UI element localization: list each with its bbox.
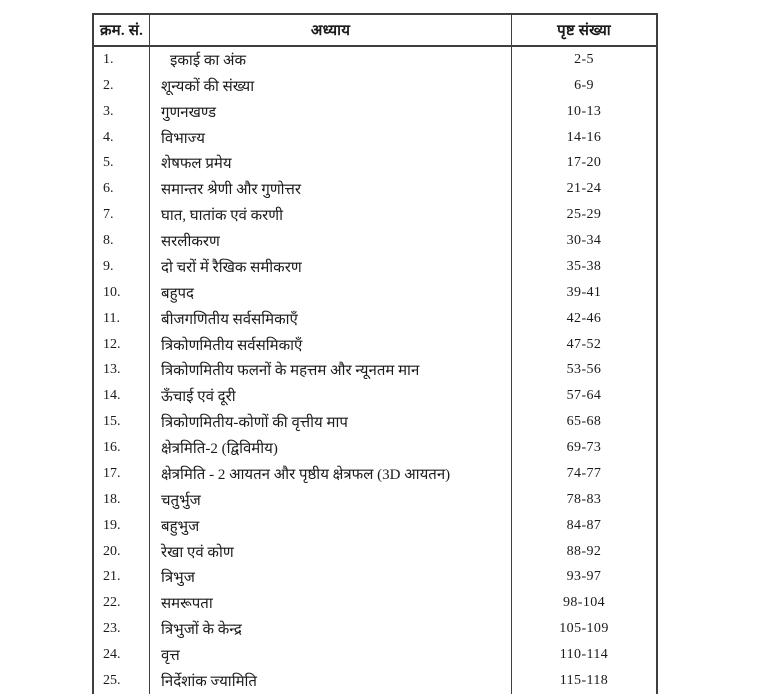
serial-cell: 23. <box>94 616 150 642</box>
serial-cell: 6. <box>94 176 150 202</box>
table-row <box>94 73 656 99</box>
header-serial-number: क्रम. सं. <box>94 15 150 45</box>
table-row <box>94 668 656 694</box>
table-row <box>94 99 656 125</box>
table-row <box>94 590 656 616</box>
pages-cell: 47-52 <box>566 336 602 352</box>
chapter-cell: बीजगणितीय सर्वसमिकाएँ <box>150 306 512 332</box>
table-row <box>94 616 656 642</box>
serial-cell: 22. <box>94 590 150 616</box>
chapter-cell: घात, घातांक एवं करणी <box>150 202 512 228</box>
serial-cell: 5. <box>94 151 150 177</box>
table-row <box>94 539 656 565</box>
chapter-cell: त्रिकोणमितीय सर्वसमिकाएँ <box>150 332 512 358</box>
chapter-cell: विभाज्य <box>150 125 512 151</box>
pages-cell: 42-46 <box>566 310 602 326</box>
pages-cell: 65-68 <box>566 414 602 430</box>
pages-cell: 105-109 <box>559 621 609 637</box>
chapter-cell: दो चरों में रैखिक समीकरण <box>150 254 512 280</box>
chapter-cell: गुणनखण्ड <box>150 99 512 125</box>
chapter-cell: त्रिभुजों के केन्द्र <box>150 616 512 642</box>
table-row <box>94 306 656 332</box>
table-row <box>94 202 656 228</box>
chapter-cell: क्षेत्रमिति - 2 आयतन और पृष्ठीय क्षेत्रफल (3D आयतन) <box>150 461 512 487</box>
pages-cell: 17-20 <box>566 155 602 171</box>
pages-cell: 21-24 <box>566 181 602 197</box>
chapter-cell: बहुभुज <box>150 513 512 539</box>
pages-cell: 6-9 <box>574 77 594 93</box>
serial-cell: 14. <box>94 383 150 409</box>
pages-cell: 110-114 <box>559 647 609 663</box>
serial-cell: 4. <box>94 125 150 151</box>
table-row <box>94 435 656 461</box>
table-row <box>94 125 656 151</box>
serial-cell: 25. <box>94 668 150 694</box>
serial-cell: 2. <box>94 73 150 99</box>
pages-cell: 84-87 <box>566 517 602 533</box>
pages-cell: 53-56 <box>566 362 602 378</box>
chapter-cell: निर्देशांक ज्यामिति <box>150 668 512 694</box>
table-row <box>94 280 656 306</box>
table-row <box>94 332 656 358</box>
table-row <box>94 228 656 254</box>
table-row <box>94 151 656 177</box>
chapter-cell: इकाई का अंक <box>150 47 512 73</box>
table-row <box>94 254 656 280</box>
chapter-cell: चतुर्भुज <box>150 487 512 513</box>
serial-cell: 16. <box>94 435 150 461</box>
table-row <box>94 176 656 202</box>
table-row <box>94 487 656 513</box>
chapter-cell: त्रिकोणमितीय फलनों के महत्तम और न्यूनतम मान <box>150 358 512 384</box>
serial-cell: 24. <box>94 642 150 668</box>
table-row <box>94 642 656 668</box>
chapter-cell: ऊँचाई एवं दूरी <box>150 383 512 409</box>
pages-cell: 39-41 <box>566 284 602 300</box>
pages-cell: 88-92 <box>566 543 602 559</box>
pages-cell: 93-97 <box>566 569 602 585</box>
serial-cell: 12. <box>94 332 150 358</box>
table-body <box>94 47 656 694</box>
table-row <box>94 47 656 73</box>
pages-cell: 69-73 <box>566 440 602 456</box>
serial-cell: 1. <box>94 47 150 73</box>
table-row <box>94 383 656 409</box>
pages-cell: 14-16 <box>566 129 602 145</box>
serial-cell: 18. <box>94 487 150 513</box>
serial-cell: 10. <box>94 280 150 306</box>
chapter-cell: क्षेत्रमिति-2 (द्विविमीय) <box>150 435 512 461</box>
table-header-row <box>94 15 656 47</box>
serial-cell: 11. <box>94 306 150 332</box>
serial-cell: 20. <box>94 539 150 565</box>
table-row <box>94 358 656 384</box>
pages-cell: 30-34 <box>566 233 602 249</box>
serial-cell: 3. <box>94 99 150 125</box>
pages-cell: 57-64 <box>566 388 602 404</box>
pages-cell: 74-77 <box>566 465 602 481</box>
chapter-cell: त्रिकोणमितीय-कोणों की वृत्तीय माप <box>150 409 512 435</box>
chapter-cell: शून्यकों की संख्या <box>150 73 512 99</box>
pages-cell: 25-29 <box>566 207 602 223</box>
table-row <box>94 565 656 591</box>
serial-cell: 13. <box>94 358 150 384</box>
header-page-number: पृष्ट संख्या <box>557 23 611 39</box>
table-row <box>94 513 656 539</box>
pages-cell: 2-5 <box>574 51 594 67</box>
chapter-cell: रेखा एवं कोण <box>150 539 512 565</box>
serial-cell: 7. <box>94 202 150 228</box>
serial-cell: 15. <box>94 409 150 435</box>
contents-table <box>92 13 658 694</box>
chapter-cell: त्रिभुज <box>150 565 512 591</box>
pages-cell: 98-104 <box>562 595 606 611</box>
serial-cell: 9. <box>94 254 150 280</box>
chapter-cell: समान्तर श्रेणी और गुणोत्तर <box>150 176 512 202</box>
serial-cell: 21. <box>94 565 150 591</box>
pages-cell: 35-38 <box>566 258 602 274</box>
chapter-cell: वृत्त <box>150 642 512 668</box>
serial-cell: 17. <box>94 461 150 487</box>
pages-cell: 78-83 <box>566 491 602 507</box>
chapter-cell: बहुपद <box>150 280 512 306</box>
serial-cell: 19. <box>94 513 150 539</box>
header-chapter: अध्याय <box>150 15 512 45</box>
chapter-cell: सरलीकरण <box>150 228 512 254</box>
pages-cell: 115-118 <box>559 672 609 688</box>
pages-cell: 10-13 <box>566 103 602 119</box>
chapter-cell: समरूपता <box>150 590 512 616</box>
table-row <box>94 461 656 487</box>
table-row <box>94 409 656 435</box>
chapter-cell: शेषफल प्रमेय <box>150 151 512 177</box>
serial-cell: 8. <box>94 228 150 254</box>
